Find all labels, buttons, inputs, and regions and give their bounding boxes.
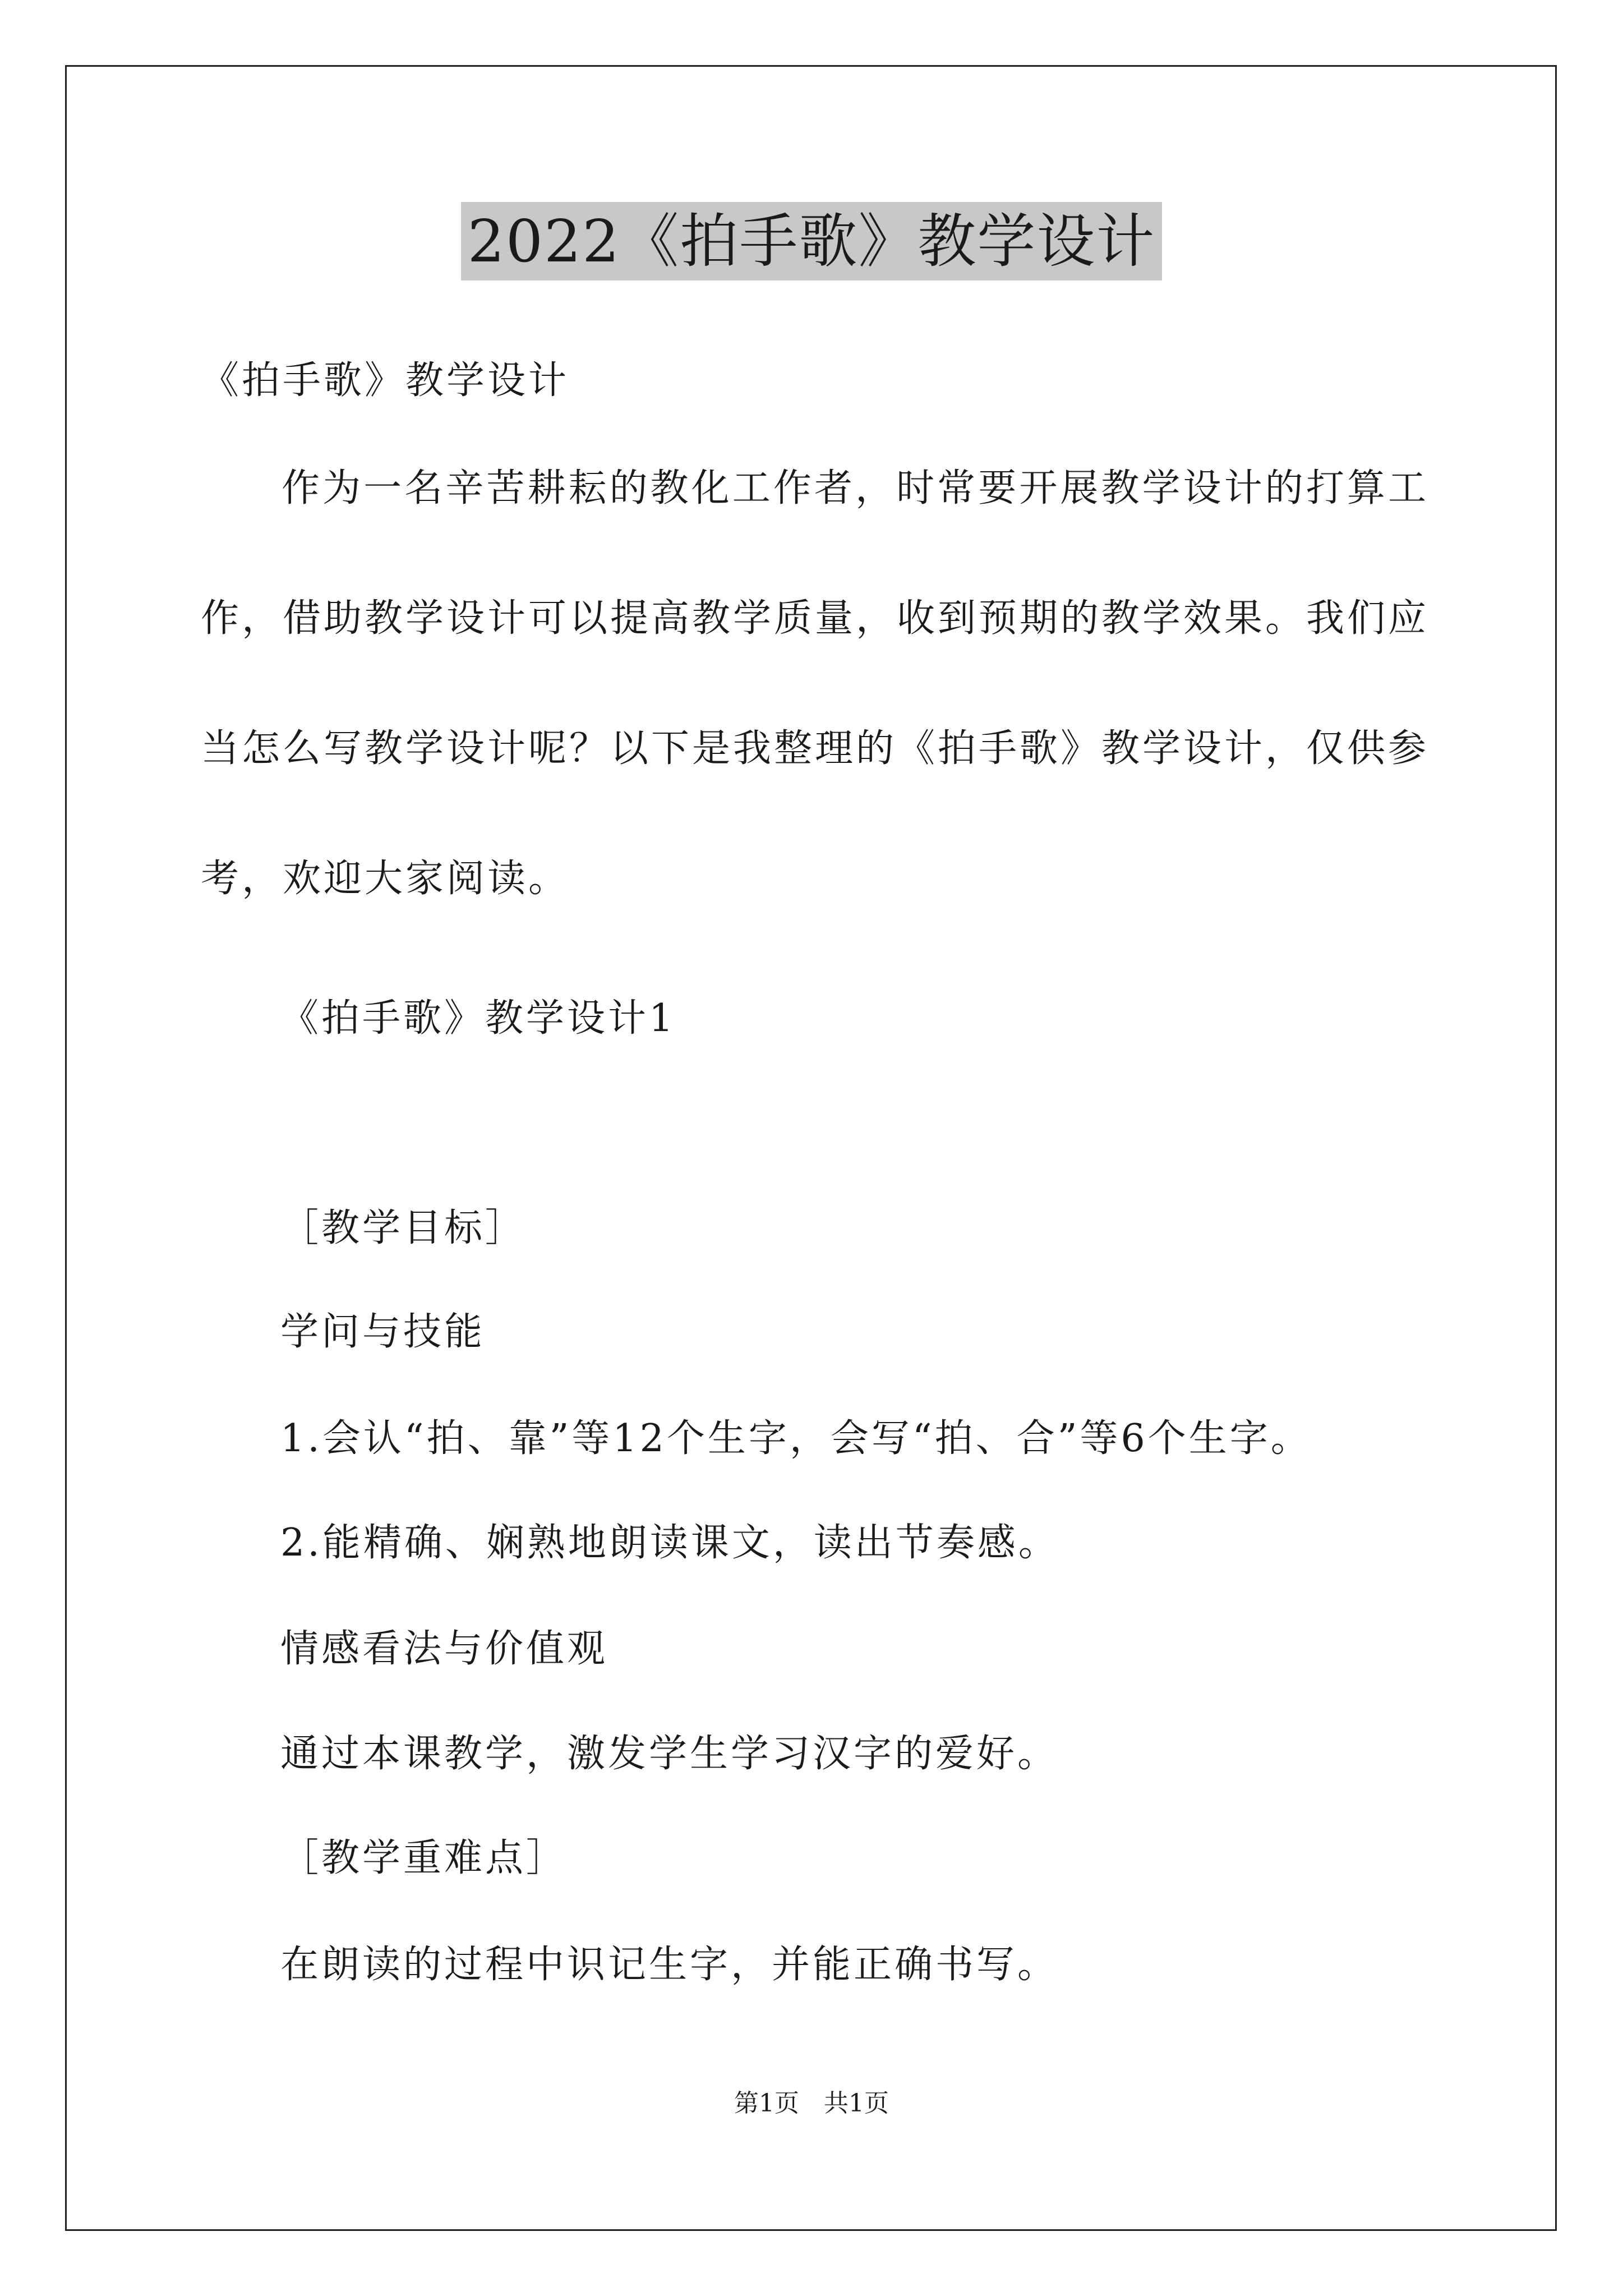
knowledge-skills-label: 学问与技能 <box>280 1310 486 1354</box>
intro-paragraph: 作为一名辛苦耕耘的教化工作者，时常要开展教学设计的打算工作，借助教学设计可以提高教学质量，收到预期的教学效果。我们应当怎么写教学设计呢？以下是我整理的《拍手歌》教学设计，仅供参考，欢迎大家阅读。 <box>201 466 1430 901</box>
key-points-heading: ［教学重难点］ <box>280 1836 568 1880</box>
emotion-values-label: 情感看法与价值观 <box>280 1627 608 1671</box>
page-footer: 第1页 共1页 <box>734 2089 889 2118</box>
objectives-heading: ［教学目标］ <box>280 1206 527 1250</box>
document-title-text: 2022《拍手歌》教学设计 <box>461 202 1163 280</box>
section-heading: 《拍手歌》教学设计1 <box>280 996 676 1041</box>
objective-item: 1.会认“拍、靠”等12个生字，会写“拍、合”等6个生字。 <box>280 1416 1312 1461</box>
document-title <box>0 202 1623 280</box>
key-points-text: 在朗读的过程中识记生字，并能正确书写。 <box>280 1943 1059 1987</box>
document-subtitle: 《拍手歌》教学设计 <box>201 358 570 403</box>
objective-item: 2.能精确、娴熟地朗读课文，读出节奏感。 <box>280 1521 1059 1565</box>
emotion-values-text: 通过本课教学，激发学生学习汉字的爱好。 <box>280 1732 1059 1776</box>
